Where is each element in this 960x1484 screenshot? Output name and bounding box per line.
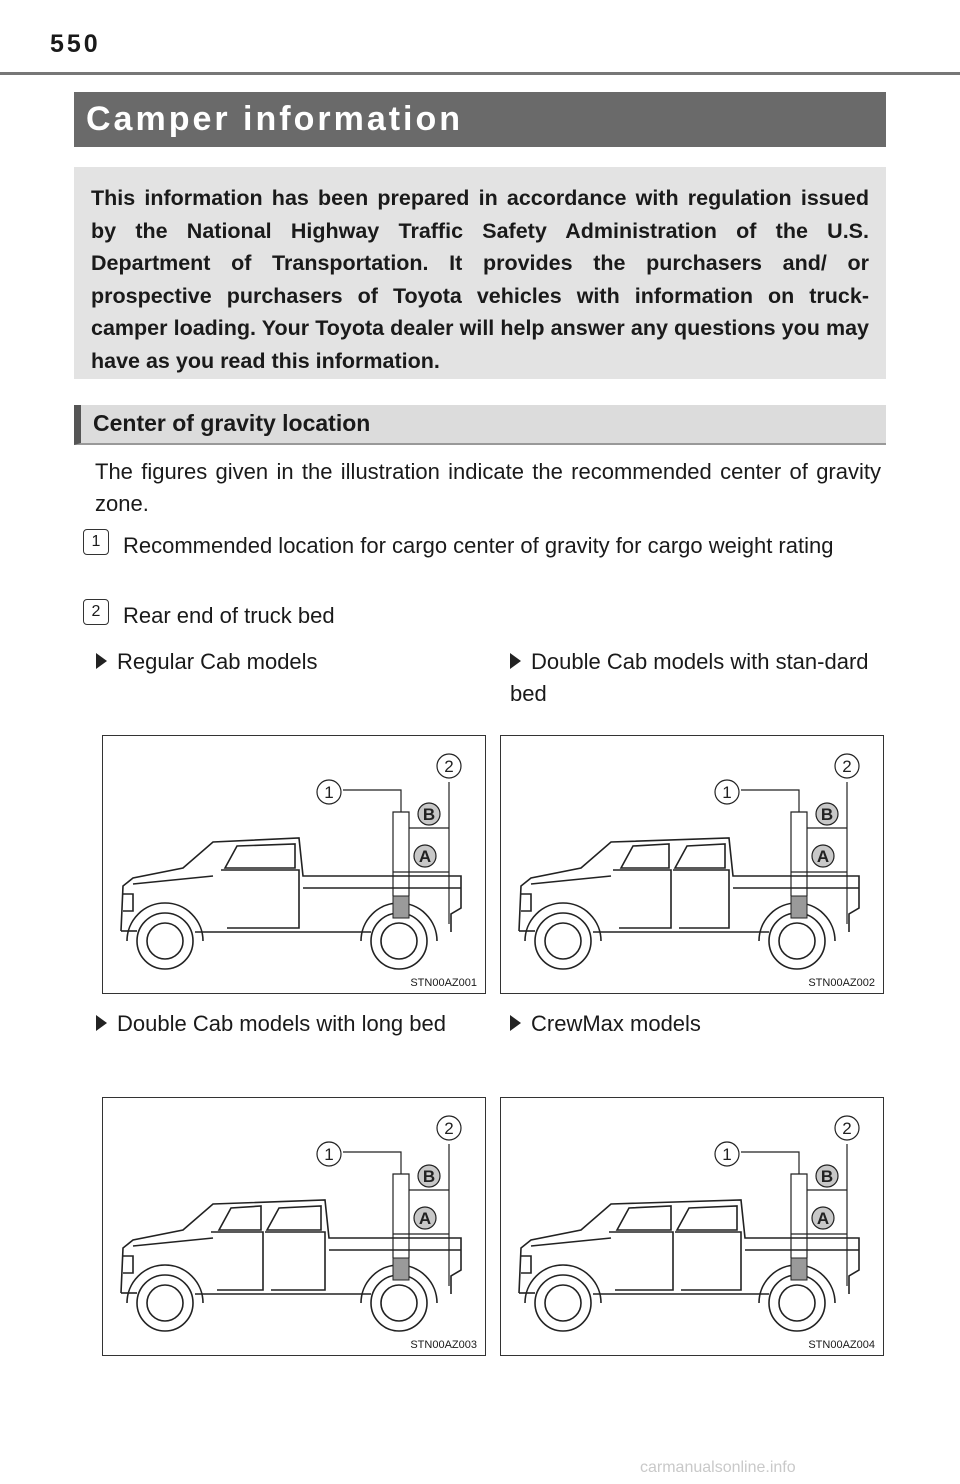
- right-triangle-bullet-icon: [510, 653, 521, 669]
- cg-column: [791, 1174, 807, 1258]
- leader-1: [741, 1152, 799, 1174]
- callout-1-label: 1: [722, 783, 732, 802]
- door-1: [211, 1232, 263, 1290]
- legend-text: Recommended location for cargo center of gravity for cargo weight rating: [123, 533, 834, 558]
- figure-label-crewmax: CrewMax models: [510, 1008, 882, 1040]
- callout-b-label: B: [422, 1167, 436, 1186]
- cg-column: [791, 812, 807, 896]
- callout-2-label: 2: [444, 757, 454, 776]
- truck-illustration: [103, 1098, 485, 1355]
- hood-line: [531, 1238, 611, 1246]
- callout-a-label: A: [418, 1209, 432, 1228]
- figure-code: STN00AZ004: [808, 1339, 875, 1351]
- cg-zone: [791, 896, 807, 918]
- header-rule: [0, 72, 960, 75]
- cg-zone: [393, 1258, 409, 1280]
- wheel-2: [769, 1275, 825, 1331]
- title-bar: [74, 92, 886, 147]
- figure-label-double-cab-long: Double Cab models with long bed: [96, 1008, 468, 1040]
- figure-label-double-cab-standard: Double Cab models with stan-dard bed: [510, 649, 869, 706]
- wheel-1: [535, 1275, 591, 1331]
- window-1: [617, 1206, 671, 1230]
- section-heading-bar: [74, 405, 886, 445]
- figure-code: STN00AZ002: [808, 977, 875, 989]
- window-1: [219, 1206, 261, 1230]
- body-text: The figures given in the illustration indicate the recommended center of gravity zone.: [95, 459, 881, 516]
- truck-illustration: [103, 736, 485, 993]
- section-heading: Center of gravity location: [93, 410, 371, 436]
- legend-text: Rear end of truck bed: [123, 603, 335, 628]
- intro-text: This information has been prepared in accordance with regulation issued by the National Highway Traffic Safety Administration of the U.S. Department of Transportation. It provides the purchasers and/ or prospective purchasers of Toyota vehicles with information on truck-camper loading. Your Toyota dealer will help answer any questions you may have as you read this information.: [91, 186, 869, 373]
- cg-column: [393, 812, 409, 896]
- callout-1-label: 1: [324, 1145, 334, 1164]
- figure-code: STN00AZ001: [410, 977, 477, 989]
- figure-double-cab-long: [102, 1097, 486, 1356]
- callout-a-label: A: [418, 847, 432, 866]
- hood-line: [133, 876, 213, 884]
- callout-2-label: 2: [444, 1119, 454, 1138]
- cg-zone: [791, 1258, 807, 1280]
- cg-zone: [393, 896, 409, 918]
- window-1: [225, 844, 295, 868]
- callout-number-badge: 1: [83, 529, 109, 555]
- figure-crewmax: [500, 1097, 884, 1356]
- window-2: [267, 1206, 321, 1230]
- wheel-2: [371, 1275, 427, 1331]
- grille: [521, 1256, 531, 1273]
- callout-b-label: B: [422, 805, 436, 824]
- right-triangle-bullet-icon: [510, 1015, 521, 1031]
- page-number: 550: [50, 30, 101, 58]
- figure-double-cab-standard: [500, 735, 884, 994]
- leader-1: [343, 1152, 401, 1174]
- truck-illustration: [501, 1098, 883, 1355]
- door-2: [673, 870, 729, 928]
- right-triangle-bullet-icon: [96, 653, 107, 669]
- callout-2-label: 2: [842, 1119, 852, 1138]
- leader-1: [343, 790, 401, 812]
- figure-code: STN00AZ003: [410, 1339, 477, 1351]
- hood-line: [531, 876, 611, 884]
- watermark: carmanualsonline.info: [640, 1459, 796, 1476]
- grille: [123, 1256, 133, 1273]
- legend-item-1: [91, 530, 881, 562]
- figure-label-regular-cab: Regular Cab models: [96, 646, 476, 678]
- window-1: [621, 844, 669, 868]
- leader-1: [741, 790, 799, 812]
- grille: [123, 894, 133, 911]
- callout-number-badge: 2: [83, 599, 109, 625]
- callout-1-label: 1: [324, 783, 334, 802]
- door-1: [613, 870, 671, 928]
- intro-box: [74, 167, 886, 379]
- door-2: [265, 1232, 325, 1290]
- wheel-1: [535, 913, 591, 969]
- legend-item-2: [91, 600, 881, 632]
- right-triangle-bullet-icon: [96, 1015, 107, 1031]
- door-1: [221, 870, 299, 928]
- door-1: [609, 1232, 673, 1290]
- figure-regular-cab: [102, 735, 486, 994]
- wheel-1: [137, 913, 193, 969]
- window-2: [675, 844, 725, 868]
- callout-a-label: A: [816, 1209, 830, 1228]
- window-2: [677, 1206, 737, 1230]
- wheel-2: [769, 913, 825, 969]
- callout-b-label: B: [820, 805, 834, 824]
- wheel-1: [137, 1275, 193, 1331]
- callout-a-label: A: [816, 847, 830, 866]
- callout-1-label: 1: [722, 1145, 732, 1164]
- hood-line: [133, 1238, 213, 1246]
- callout-b-label: B: [820, 1167, 834, 1186]
- truck-illustration: [501, 736, 883, 993]
- callout-2-label: 2: [842, 757, 852, 776]
- door-2: [675, 1232, 741, 1290]
- page-title: Camper information: [86, 100, 464, 138]
- grille: [521, 894, 531, 911]
- wheel-2: [371, 913, 427, 969]
- cg-column: [393, 1174, 409, 1258]
